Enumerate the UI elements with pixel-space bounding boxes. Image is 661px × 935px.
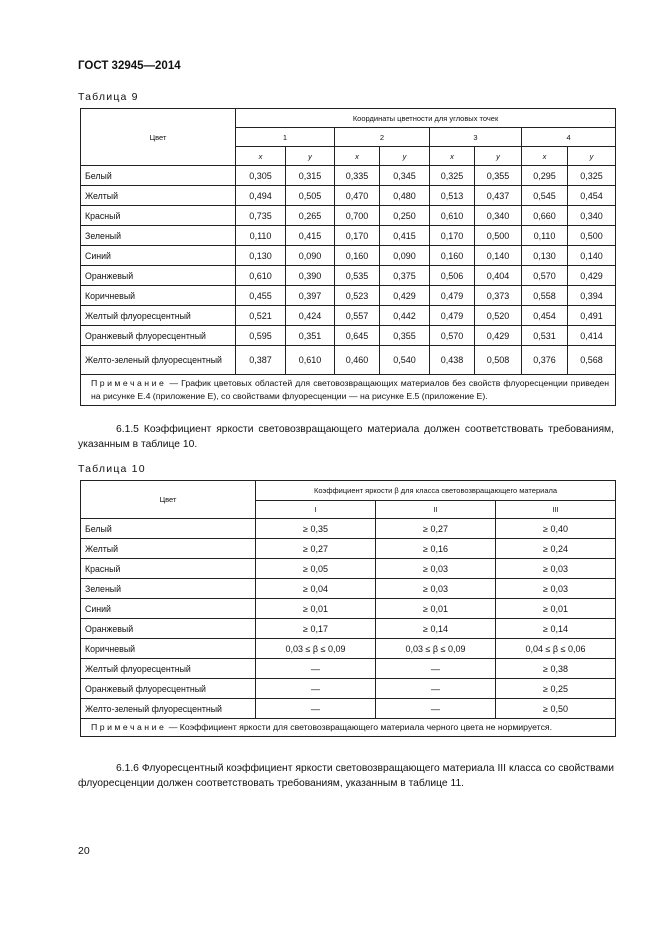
table9-body	[81, 109, 616, 406]
row-color-name: Оранжевый	[81, 619, 256, 639]
table-row	[81, 306, 616, 326]
table-cell: 0,455	[236, 286, 286, 306]
table-row	[81, 266, 616, 286]
table-cell: ≥ 0,01	[496, 599, 616, 619]
table-cell: ≥ 0,17	[256, 619, 376, 639]
table-cell: 0,170	[430, 226, 475, 246]
table9-axis-header: y	[568, 147, 616, 166]
table9-note	[81, 375, 616, 406]
table-cell: 0,568	[568, 346, 616, 375]
table10-caption: Таблица 10	[78, 463, 146, 475]
row-color-name: Зеленый	[81, 226, 236, 246]
table-cell: —	[376, 699, 496, 719]
table-cell: 0,130	[522, 246, 568, 266]
table-10	[80, 480, 616, 737]
table-cell: —	[256, 699, 376, 719]
table-cell: 0,520	[475, 306, 522, 326]
table10-note	[81, 719, 616, 737]
table10-class-header: II	[376, 501, 496, 519]
row-color-name: Коричневый	[81, 639, 256, 659]
table-cell: 0,160	[335, 246, 380, 266]
row-color-name: Красный	[81, 206, 236, 226]
table-cell: ≥ 0,03	[496, 559, 616, 579]
table-cell: 0,03 ≤ β ≤ 0,09	[376, 639, 496, 659]
table-cell: ≥ 0,14	[496, 619, 616, 639]
row-color-name: Желтый флуоресцентный	[81, 659, 256, 679]
table-cell: 0,265	[286, 206, 335, 226]
table-cell: 0,523	[335, 286, 380, 306]
table-cell: 0,494	[236, 186, 286, 206]
table-row	[81, 619, 616, 639]
table-row	[81, 659, 616, 679]
table-cell: 0,610	[236, 266, 286, 286]
table-cell: ≥ 0,05	[256, 559, 376, 579]
table-cell: 0,437	[475, 186, 522, 206]
table-row	[81, 166, 616, 186]
table-cell: 0,355	[475, 166, 522, 186]
table-cell: 0,090	[380, 246, 430, 266]
table-cell: 0,660	[522, 206, 568, 226]
table-cell: 0,03 ≤ β ≤ 0,09	[256, 639, 376, 659]
table-cell: 0,505	[286, 186, 335, 206]
table-cell: 0,394	[568, 286, 616, 306]
table9-axis-header: x	[335, 147, 380, 166]
table9-axis-header: y	[380, 147, 430, 166]
table-cell: 0,508	[475, 346, 522, 375]
table10-body	[81, 481, 616, 737]
table-cell: 0,387	[236, 346, 286, 375]
row-color-name: Зеленый	[81, 579, 256, 599]
table-row	[81, 679, 616, 699]
table-cell: 0,110	[236, 226, 286, 246]
table-cell: 0,645	[335, 326, 380, 346]
table-cell: 0,345	[380, 166, 430, 186]
table-cell: 0,414	[568, 326, 616, 346]
table-cell: 0,140	[568, 246, 616, 266]
table-cell: 0,479	[430, 306, 475, 326]
table-cell: 0,513	[430, 186, 475, 206]
table-cell: ≥ 0,40	[496, 519, 616, 539]
table-cell: 0,340	[568, 206, 616, 226]
row-color-name: Оранжевый	[81, 266, 236, 286]
table-cell: ≥ 0,16	[376, 539, 496, 559]
table-row	[81, 519, 616, 539]
table-cell: 0,04 ≤ β ≤ 0,06	[496, 639, 616, 659]
table-cell: 0,610	[286, 346, 335, 375]
page-number: 20	[78, 845, 90, 857]
table9-axis-header: x	[236, 147, 286, 166]
table-cell: 0,545	[522, 186, 568, 206]
table-cell: 0,373	[475, 286, 522, 306]
row-color-name: Красный	[81, 559, 256, 579]
table-cell: 0,325	[568, 166, 616, 186]
row-color-name: Синий	[81, 246, 236, 266]
row-color-name: Желтый	[81, 539, 256, 559]
table-row	[81, 579, 616, 599]
table-cell: ≥ 0,24	[496, 539, 616, 559]
table-cell: 0,090	[286, 246, 335, 266]
table-cell: 0,397	[286, 286, 335, 306]
row-color-name: Оранжевый флуоресцентный	[81, 679, 256, 699]
table9-note-label: Примечание	[91, 378, 167, 388]
table-cell: 0,700	[335, 206, 380, 226]
row-color-name: Синий	[81, 599, 256, 619]
table-cell: 0,340	[475, 206, 522, 226]
paragraph-6-1-6: 6.1.6 Флуоресцентный коэффициент яркости световозвращающего материала III класса со свойствами флуоресценции должен соответствовать требованиям, указанным в таблице 11.	[78, 763, 614, 789]
table-cell: 0,355	[380, 326, 430, 346]
table-cell: —	[256, 679, 376, 699]
table-cell: 0,305	[236, 166, 286, 186]
table-cell: 0,595	[236, 326, 286, 346]
table-cell: 0,170	[335, 226, 380, 246]
table9-axis-header: y	[475, 147, 522, 166]
table9-point-header: 3	[430, 128, 522, 147]
table-cell: ≥ 0,38	[496, 659, 616, 679]
table-cell: —	[376, 679, 496, 699]
table-cell: 0,506	[430, 266, 475, 286]
table-cell: 0,250	[380, 206, 430, 226]
table9-caption: Таблица 9	[78, 91, 139, 103]
table9-note-text: — График цветовых областей для световозвращающих материалов без свойств флуоресценции приведен на рисунке Е.4 (приложение Е), со свойствами флуоресценции — на рисунке Е.5 (приложение Е).	[91, 378, 610, 401]
table-row	[81, 226, 616, 246]
table-cell: 0,735	[236, 206, 286, 226]
table-cell: 0,315	[286, 166, 335, 186]
table-cell: ≥ 0,01	[256, 599, 376, 619]
table-cell: 0,460	[335, 346, 380, 375]
table-cell: 0,500	[568, 226, 616, 246]
table-cell: 0,415	[286, 226, 335, 246]
row-color-name: Желто-зеленый флуоресцентный	[81, 346, 236, 375]
table10-class-header: III	[496, 501, 616, 519]
table-cell: —	[376, 659, 496, 679]
table-cell: ≥ 0,25	[496, 679, 616, 699]
table-row	[81, 206, 616, 226]
table-cell: 0,415	[380, 226, 430, 246]
table-cell: ≥ 0,03	[376, 579, 496, 599]
table-cell: 0,521	[236, 306, 286, 326]
table-cell: ≥ 0,04	[256, 579, 376, 599]
row-color-name: Оранжевый флуоресцентный	[81, 326, 236, 346]
table-row	[81, 699, 616, 719]
table10-note-row	[81, 719, 616, 737]
table9-group-header: Координаты цветности для угловых точек	[236, 109, 616, 128]
table-cell: 0,130	[236, 246, 286, 266]
table10-note-label: Примечание	[91, 722, 167, 732]
table-cell: 0,295	[522, 166, 568, 186]
table9-point-header: 1	[236, 128, 335, 147]
table9-point-header: 2	[335, 128, 430, 147]
table-cell: ≥ 0,01	[376, 599, 496, 619]
table-cell: —	[256, 659, 376, 679]
table-cell: 0,110	[522, 226, 568, 246]
paragraph-6-1-5: 6.1.5 Коэффициент яркости световозвращающего материала должен соответствовать требованиям, указанным в таблице 10.	[78, 424, 614, 450]
table-cell: 0,540	[380, 346, 430, 375]
table-row	[81, 599, 616, 619]
table-cell: ≥ 0,27	[376, 519, 496, 539]
table-cell: 0,479	[430, 286, 475, 306]
row-color-name: Белый	[81, 166, 236, 186]
table-cell: 0,454	[522, 306, 568, 326]
table-cell: ≥ 0,27	[256, 539, 376, 559]
row-color-name: Коричневый	[81, 286, 236, 306]
table10-note-text: — Коэффициент яркости для световозвращающего материала черного цвета не нормируется.	[166, 722, 553, 732]
table-cell: 0,557	[335, 306, 380, 326]
table-cell: 0,535	[335, 266, 380, 286]
table-cell: 0,351	[286, 326, 335, 346]
table-cell: 0,429	[475, 326, 522, 346]
table-cell: 0,160	[430, 246, 475, 266]
table-cell: 0,424	[286, 306, 335, 326]
table-cell: 0,335	[335, 166, 380, 186]
table10-group-header: Коэффициент яркости β для класса световозвращающего материала	[256, 481, 616, 501]
table-row	[81, 559, 616, 579]
table-cell: 0,390	[286, 266, 335, 286]
table-row	[81, 186, 616, 206]
table-cell: ≥ 0,03	[376, 559, 496, 579]
table10-class-header: I	[256, 501, 376, 519]
table9-color-header: Цвет	[81, 109, 236, 166]
table-cell: 0,491	[568, 306, 616, 326]
table-cell: 0,442	[380, 306, 430, 326]
table-row	[81, 346, 616, 375]
row-color-name: Желтый	[81, 186, 236, 206]
table-cell: 0,404	[475, 266, 522, 286]
table9-axis-header: x	[430, 147, 475, 166]
table-cell: ≥ 0,50	[496, 699, 616, 719]
standard-header: ГОСТ 32945—2014	[78, 60, 181, 72]
row-color-name: Желтый флуоресцентный	[81, 306, 236, 326]
row-color-name: Желто-зеленый флуоресцентный	[81, 699, 256, 719]
table-cell: 0,570	[522, 266, 568, 286]
table9-note-row	[81, 375, 616, 406]
table9-axis-header: y	[286, 147, 335, 166]
table-cell: 0,470	[335, 186, 380, 206]
table-cell: 0,531	[522, 326, 568, 346]
table-cell: 0,429	[568, 266, 616, 286]
table-cell: ≥ 0,35	[256, 519, 376, 539]
table-row	[81, 286, 616, 306]
table-cell: 0,375	[380, 266, 430, 286]
row-color-name: Белый	[81, 519, 256, 539]
table-cell: 0,429	[380, 286, 430, 306]
table-cell: ≥ 0,14	[376, 619, 496, 639]
table-row	[81, 326, 616, 346]
table-cell: 0,325	[430, 166, 475, 186]
table-row	[81, 539, 616, 559]
table-row	[81, 246, 616, 266]
table9-axis-header: x	[522, 147, 568, 166]
table-cell: 0,480	[380, 186, 430, 206]
table-cell: 0,454	[568, 186, 616, 206]
table-cell: 0,376	[522, 346, 568, 375]
table-cell: ≥ 0,03	[496, 579, 616, 599]
table-cell: 0,558	[522, 286, 568, 306]
table10-color-header: Цвет	[81, 481, 256, 519]
table9-point-header: 4	[522, 128, 616, 147]
table-cell: 0,438	[430, 346, 475, 375]
table-9	[80, 108, 616, 406]
table-row	[81, 639, 616, 659]
table-cell: 0,610	[430, 206, 475, 226]
table-cell: 0,570	[430, 326, 475, 346]
table-cell: 0,500	[475, 226, 522, 246]
table-cell: 0,140	[475, 246, 522, 266]
